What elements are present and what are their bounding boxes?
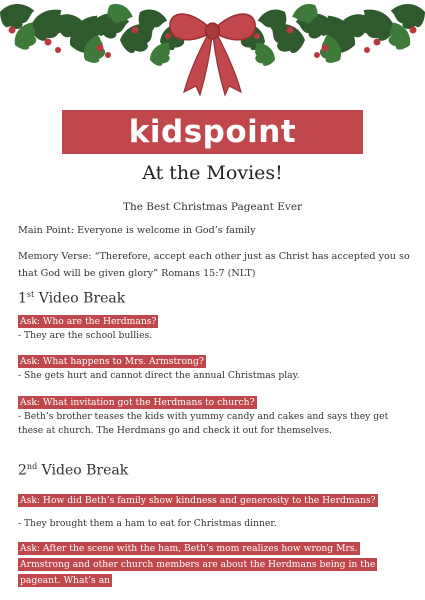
question-block [18,396,410,438]
answer-text: - They are the school bullies. [18,330,153,341]
ask-question: Ask: What invitation got the Herdmans to church? [20,397,255,408]
ask-question: Ask: What happens to Mrs. Armstrong? [20,356,204,367]
question-block [18,494,410,508]
question-block [18,355,410,383]
memory-verse: Memory Verse: “Therefore, accept each other just as Christ has accepted you so that God will be given glory” Romans 15:7 (NLT) [18,251,410,279]
answer-text: - She gets hurt and cannot direct the annual Christmas play. [18,370,300,381]
kidspoint-logo-banner [62,110,363,154]
answer-text: - They brought them a ham to eat for Christmas dinner. [18,518,277,529]
ask-question: Ask: After the scene with the ham, Beth’s mom realizes how wrong Mrs. Armstrong and other church members are about the Herdmans being in the pageant. What’s an [20,543,376,586]
question-block [18,315,410,343]
main-point: Main Point: Everyone is welcome in God’s family [18,225,256,236]
page-subtitle: The Best Christmas Pageant Ever [122,201,303,213]
ask-question: Ask: Who are the Herdmans? [20,316,157,327]
page-title: At the Movies! [142,162,283,184]
logo-text: kidspoint [128,114,297,150]
answer-text: - Beth’s brother teases the kids with yummy candy and cakes and says they get these at church. The Herdmans go and check it out for themselves. [18,411,389,436]
holly-garland-icon [0,0,425,100]
video-break-1-heading: 1st Video Break [18,290,126,307]
video-break-2-heading: 2nd Video Break [18,462,129,479]
red-bow-icon [170,14,255,95]
ask-question: Ask: How did Beth’s family show kindness and generosity to the Herdmans? [20,495,376,506]
question-block [18,541,410,589]
